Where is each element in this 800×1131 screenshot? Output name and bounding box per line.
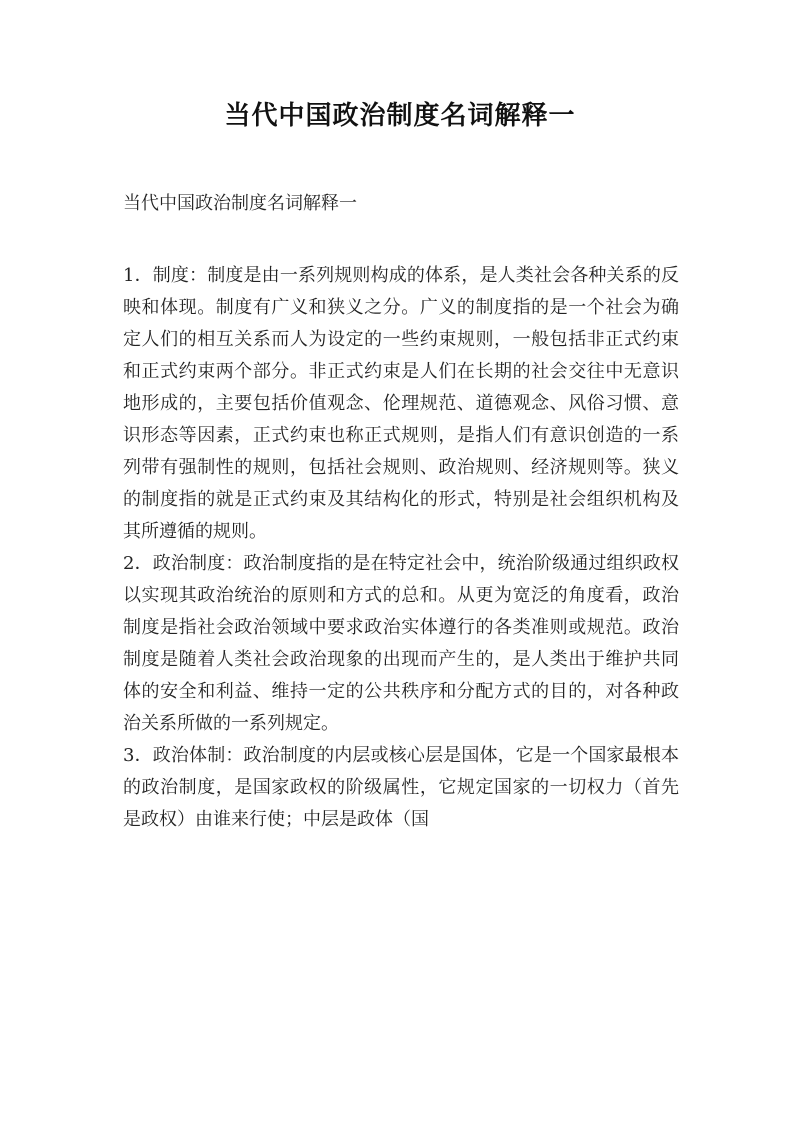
paragraph-definition-political-system: 3．政治体制：政治制度的内层或核心层是国体，它是一个国家最根本的政治制度，是国家政权的阶级属性，它规定国家的一切权力（首先是政权）由谁来行使；中层是政体（国 <box>123 745 679 830</box>
document-title: 当代中国政治制度名词解释一 <box>224 101 576 131</box>
document-body <box>123 260 679 836</box>
paragraph-definition-institution: 1．制度：制度是由一系列规则构成的体系，是人类社会各种关系的反映和体现。制度有广义和狭义之分。广义的制度指的是一个社会为确定人们的相互关系而人为设定的一些约束规则，一般包括非正式约束和正式约束两个部分。非正式约束是人们在长期的社会交往中无意识地形成的，主要包括价值观念、伦理规范、道德观念、风俗习惯、意识形态等因素，正式约束也称正式规则，是指人们有意识创造的一系列带有强制性的规则，包括社会规则、政治规则、经济规则等。狭义的制度指的就是正式约束及其结构化的形式，特别是社会组织机构及其所遵循的规则。 <box>123 265 679 542</box>
document-subtitle: 当代中国政治制度名词解释一 <box>123 193 357 214</box>
paragraph-definition-political-institution: 2．政治制度：政治制度指的是在特定社会中，统治阶级通过组织政权以实现其政治统治的原则和方式的总和。从更为宽泛的角度看，政治制度是指社会政治领域中要求政治实体遵行的各类准则或规范。政治制度是随着人类社会政治现象的出现而产生的，是人类出于维护共同体的安全和利益、维持一定的公共秩序和分配方式的目的，对各种政治关系所做的一系列规定。 <box>123 553 679 734</box>
